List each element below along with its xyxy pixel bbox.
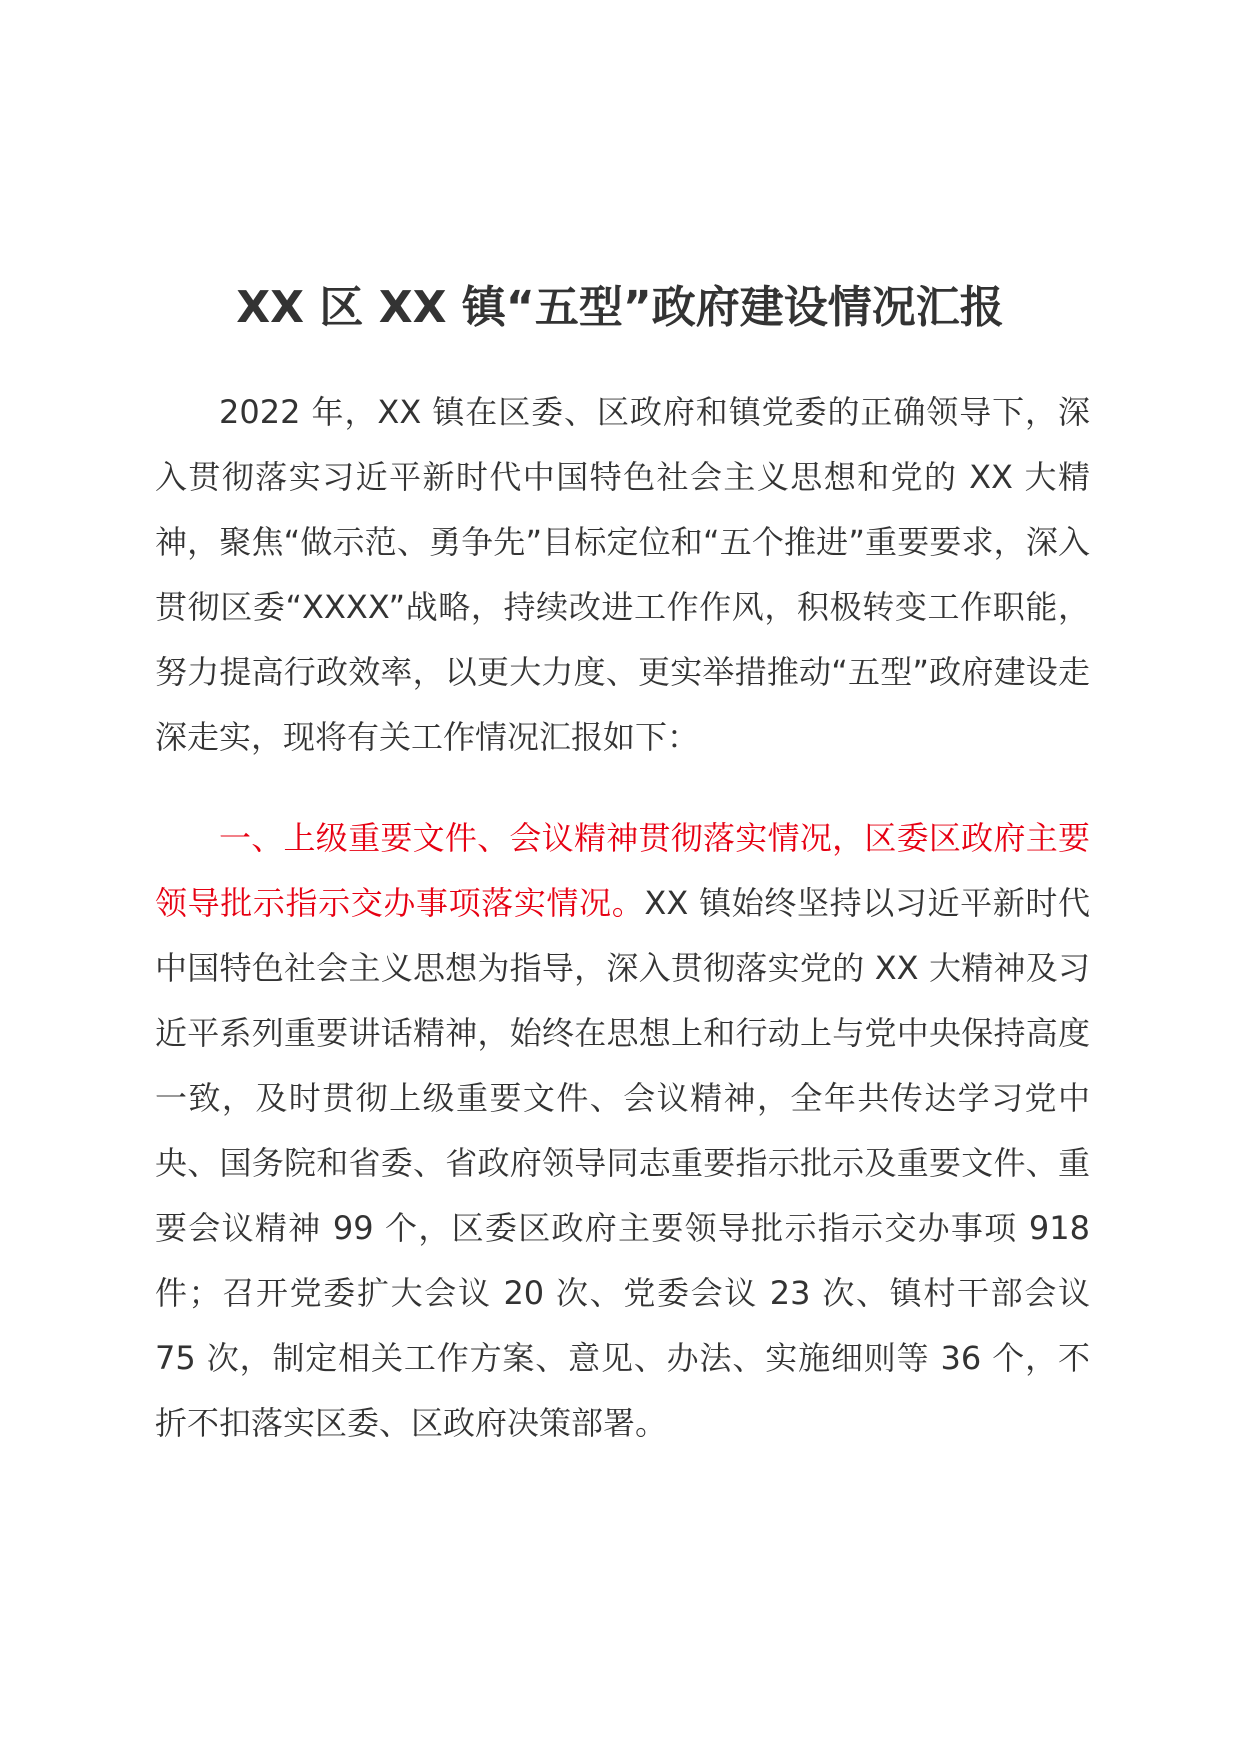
section-1-paragraph [155,806,1090,1456]
section-1-body: XX 镇始终坚持以习近平新时代中国特色社会主义思想为指导，深入贯彻落实党的 XX 大精神及习近平系列重要讲话精神，始终在思想上和行动上与党中央保持高度一致，及时贯彻上级重要文件、会议精神，全年共传达学习党中央、国务院和省委、省政府领导同志重要指示批示及重要文件、重要会议精神 99 个，区委区政府主要领导批示指示交办事项 918 件；召开党委扩大会议 20 次、党委会议 23 次、镇村干部会议 75 次，制定相关工作方案、意见、办法、实施细则等 36 个，不折不扣落实区委、区政府决策部署。 [155,884,1090,1442]
intro-paragraph: 2022 年，XX 镇在区委、区政府和镇党委的正确领导下，深入贯彻落实习近平新时代中国特色社会主义思想和党的 XX 大精神，聚焦“做示范、勇争先”目标定位和“五个推进”重要要求，深入贯彻区委“XXXX”战略，持续改进工作作风，积极转变工作职能，努力提高行政效率，以更大力度、更实举措推动“五型”政府建设走深走实，现将有关工作情况汇报如下： [155,393,1090,756]
document-title: XX 区 XX 镇“五型”政府建设情况汇报 [236,282,1004,333]
section-1-heading: 一、上级重要文件、会议精神贯彻落实情况，区委区政府主要领导批示指示交办事项落实情况。 [155,819,1090,922]
